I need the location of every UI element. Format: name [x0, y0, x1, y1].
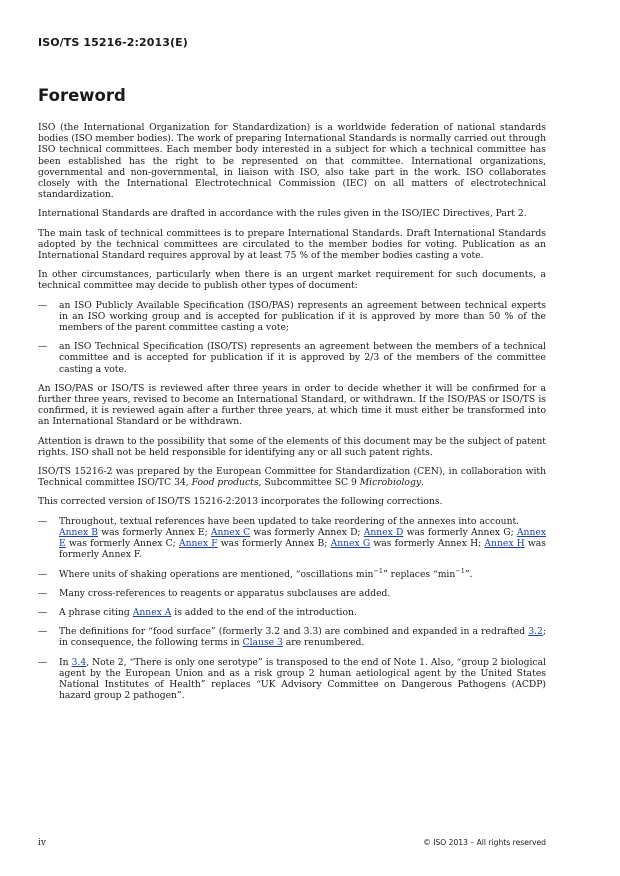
document-page — [38, 0, 546, 876]
annex-e-link[interactable]: Annex E — [59, 526, 546, 550]
clause-3-link[interactable]: Clause 3 — [242, 637, 283, 649]
standard-id-header: ISO/TS 15216-2:2013(E) — [38, 36, 188, 49]
paragraph-directives: International Standards are drafted in accordance with the rules given in the ISO/IEC Directives, Part 2. — [38, 208, 527, 220]
dash-marker: — — [38, 606, 48, 618]
dash-marker: — — [38, 515, 48, 527]
correction-item-annexes: — Throughout, textual references have been updated to take reordering of the annexes into account. Annex B was formerly Annex E; Annex C was formerly Annex D; Annex D was formerly Annex G; Annex E was formerly Annex C; Annex F was formerly Annex B; Annex G was formerly Annex H; Annex H was formerly Annex F. — [38, 515, 546, 561]
list-item-text: an ISO Technical Specification (ISO/TS) represents an agreement between the members of a technical committee and is accepted for publication if it is approved by 2/3 of the members of the committee casting a vote. — [59, 341, 546, 375]
copyright-notice: © ISO 2013 – All rights reserved — [423, 838, 546, 847]
correction-item-serotype: — In 3.4, Note 2, “There is only one serotype” is transposed to the end of Note 1. Also, “group 2 biological agent by the European Union and as a risk group 2 human aetiological agent by the United States National Institutes of Health” replaces “UK Advisory Committee on Dangerous Pathogens (ACDP) hazard group 2 pathogen”. — [38, 656, 546, 702]
paragraph-committees: The main task of technical committees is to prepare International Standards. Draft International Standards adopted by the technical committees are circulated to the member bodies for voting. Publication as an International Standard requires approval by at least 75 % of the member bodies casting a vote. — [38, 227, 546, 262]
dash-marker: — — [38, 626, 48, 638]
paragraph-prepared-by: ISO/TS 15216-2 was prepared by the European Committee for Standardization (CEN), in collaboration with Technical committee ISO/TC 34, Food products, Subcommittee SC 9 Microbiology. — [38, 466, 546, 489]
annex-g-link[interactable]: Annex G — [330, 538, 371, 550]
correction-item-units: — Where units of shaking operations are mentioned, “oscillations $\min^{-1}$” replaces “$\min^{-1}$”. — [38, 566, 473, 580]
dash-marker: — — [38, 656, 48, 668]
subcommittee-name: Microbiology — [359, 477, 422, 489]
list-item-pas — [38, 300, 546, 334]
dash-marker: — — [38, 341, 48, 353]
dash-marker: — — [38, 299, 48, 311]
paragraph-review: An ISO/PAS or ISO/TS is reviewed after three years in order to decide whether it will be confirmed for a further three years, revised to become an International Standard, or withdrawn. If the ISO/PAS or ISO/TS is confirmed, it is reviewed again after a further three years, at which time it must either be transformed into an International Standard or be withdrawn. — [38, 382, 546, 428]
correction-item-cross-refs: — Many cross-references to reagents or apparatus subclauses are added. — [38, 587, 391, 599]
subclause-3-2-link[interactable]: 3.2 — [528, 626, 543, 638]
paragraph-iso-intro: ISO (the International Organization for Standardization) is a worldwide federation of national standards bodies (ISO member bodies). The work of preparing International Standards is normally carried out through ISO technical committees. Each member body interested in a subject for which a technical committee has been established has the right to be represented on that committee. International organizations, governmental and non-governmental, in liaison with ISO, also take part in the work. ISO collaborates closely with the International Electrotechnical Commission (IEC) on all matters of electrotechnical standardization. — [38, 122, 546, 201]
paragraph-other-documents: In other circumstances, particularly when there is an urgent market requirement for such documents, a technical committee may decide to publish other types of document: — [38, 269, 546, 292]
committee-name: Food products — [191, 477, 259, 489]
correction-item-definitions: — The definitions for “food surface” (formerly 3.2 and 3.3) are combined and expanded in a redrafted 3.2; in consequence, the following terms in Clause 3 are renumbered. — [38, 626, 546, 649]
list-item-text: an ISO Publicly Available Specification (ISO/PAS) represents an agreement between technical experts in an ISO working group and is accepted for publication if it is approved by more than 50 % of the members of the parent committee casting a vote; — [59, 299, 546, 334]
subclause-3-4-link[interactable]: 3.4 — [71, 656, 87, 668]
foreword-body — [38, 122, 546, 709]
paragraph-patents: Attention is drawn to the possibility that some of the elements of this document may be the subject of patent rights. ISO shall not be held responsible for identifying any or all such patent rights. — [38, 435, 546, 458]
dash-marker: — — [38, 568, 48, 580]
correction-item-annex-a: — A phrase citing Annex A is added to the end of the introduction. — [38, 606, 357, 618]
list-item-ts — [38, 341, 546, 375]
dash-marker: — — [38, 587, 48, 599]
annex-c-link[interactable]: Annex C — [210, 526, 251, 538]
annex-f-link[interactable]: Annex F — [178, 538, 218, 550]
paragraph-corrected-version: This corrected version of ISO/TS 15216-2:2013 incorporates the following corrections. — [38, 496, 443, 508]
page-title: Foreword — [38, 86, 126, 105]
annex-d-link[interactable]: Annex D — [363, 526, 404, 538]
page-footer — [38, 838, 546, 852]
page-number: iv — [38, 838, 46, 848]
annex-b-link[interactable]: Annex B — [59, 526, 99, 538]
annex-a-link[interactable]: Annex A — [132, 606, 172, 618]
annex-h-link[interactable]: Annex H — [484, 538, 525, 550]
